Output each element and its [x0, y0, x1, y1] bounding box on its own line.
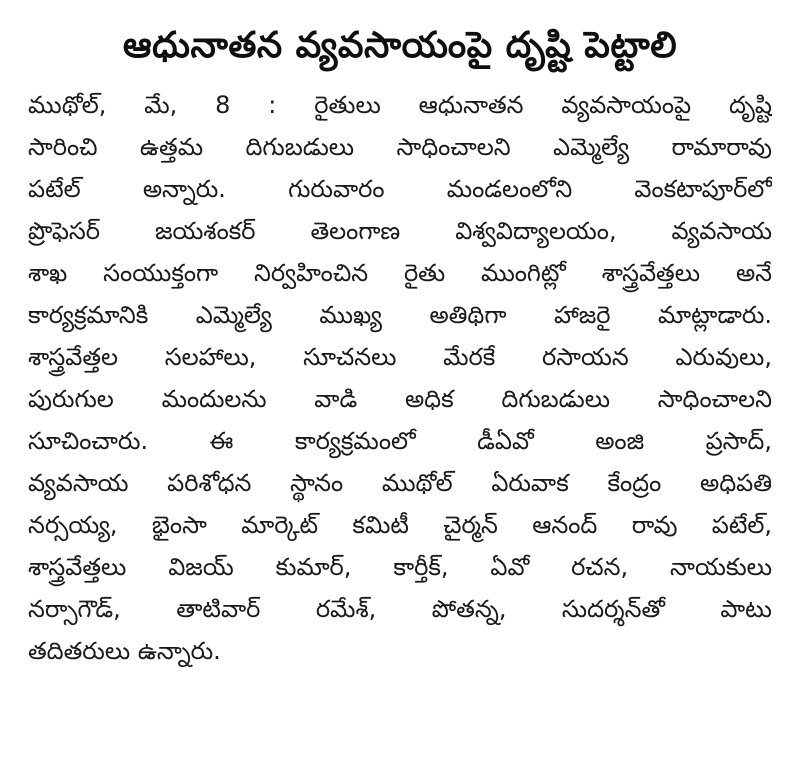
article-line: పటేల్ అన్నారు. గురువారం మండలంలోని వెంకటాపూర్‌లో	[28, 175, 772, 203]
article-body	[28, 84, 772, 672]
article-headline: ఆధునాతన వ్యవసాయంపై దృష్టి పెట్టాలి	[122, 25, 678, 66]
article-line: శాఖ సంయుక్తంగా నిర్వహించిన రైతు ముంగిట్లో శాస్త్రవేత్తలు అనే	[28, 259, 772, 287]
article-line: పురుగుల మందులను వాడి అధిక దిగుబడులు సాధించాలని	[28, 385, 772, 413]
article-line: తదితరులు ఉన్నారు.	[28, 637, 221, 665]
article-line: ముథోల్, మే, 8 : రైతులు ఆధునాతన వ్యవసాయంపై దృష్టి	[28, 91, 772, 119]
article-line: నర్సయ్య, భైంసా మార్కెట్ కమిటీ చైర్మన్ ఆనంద్ రావు పటేల్,	[28, 511, 772, 539]
article-line: సూచించారు. ఈ కార్యక్రమంలో డీఏవో అంజి ప్రసాద్,	[28, 427, 772, 455]
article-line: ప్రొఫెసర్ జయశంకర్ తెలంగాణ విశ్వవిద్యాలయం, వ్యవసాయ	[28, 217, 772, 245]
article-line: కార్యక్రమానికి ఎమ్మెల్యే ముఖ్య అతిథిగా హాజరై మాట్లాడారు.	[28, 301, 772, 329]
article-line: నర్సాగౌడ్, తాటివార్ రమేశ్, పోతన్న, సుదర్శన్‌తో పాటు	[28, 595, 772, 623]
article-line: సారించి ఉత్తమ దిగుబడులు సాధించాలని ఎమ్మెల్యే రామారావు	[28, 133, 772, 161]
article-line: శాస్త్రవేత్తల సలహాలు, సూచనలు మేరకే రసాయన ఎరువులు,	[28, 343, 772, 371]
article-line: శాస్త్రవేత్తలు విజయ్ కుమార్, కార్తీక్, ఏవో రచన, నాయకులు	[28, 553, 772, 581]
article-line: వ్యవసాయ పరిశోధన స్థానం ముథోల్ ఏరువాక కేంద్రం అధిపతి	[28, 469, 772, 497]
